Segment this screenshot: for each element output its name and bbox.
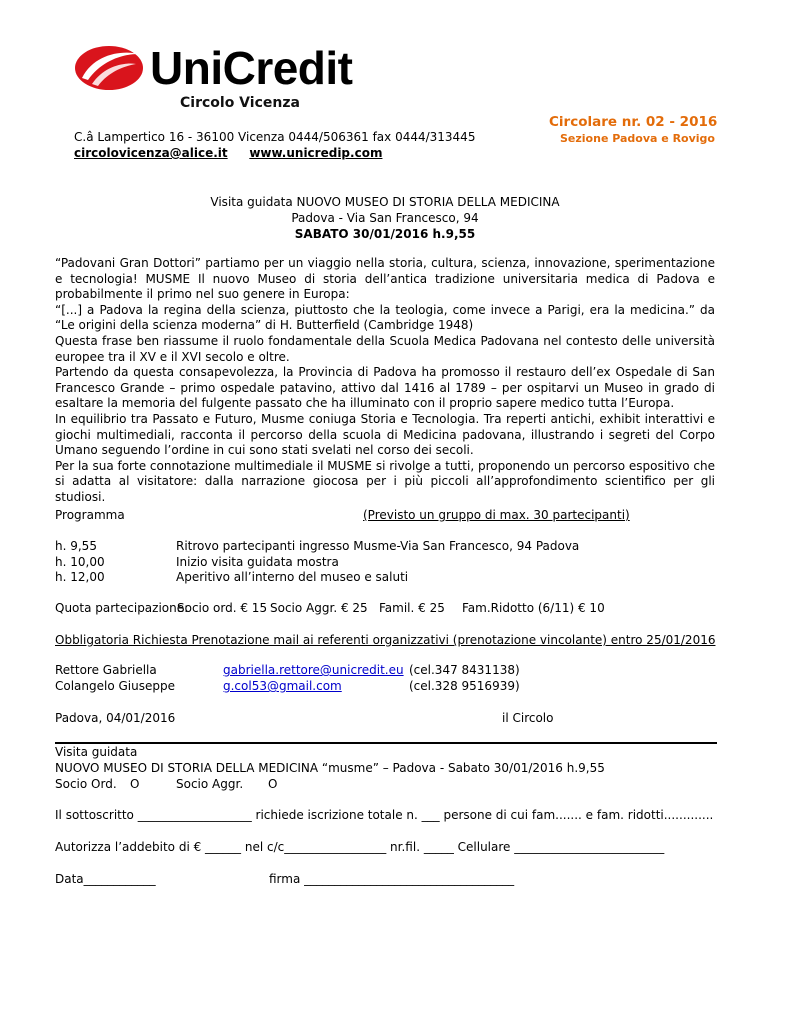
form-date-field[interactable]: Data____________ — [55, 872, 156, 886]
program-desc: Inizio visita guidata mostra — [176, 555, 339, 569]
website-link[interactable]: www.unicredip.com — [249, 146, 383, 160]
program-desc: Aperitivo all’interno del museo e saluti — [176, 570, 409, 584]
form-subscriber-line[interactable]: Il sottoscritto ___________________ richiede iscrizione totale n. ___ persone di cui fam....... e fam. ridotti............. — [55, 808, 714, 822]
contact-name: Colangelo Giuseppe — [55, 679, 175, 693]
socio-aggr-checkbox[interactable]: O — [268, 777, 278, 791]
form-signature-field[interactable]: firma ___________________________________ — [269, 872, 515, 886]
signature: il Circolo — [502, 711, 554, 725]
body-text — [55, 256, 715, 506]
form-socio-ord-label: Socio Ord. — [55, 777, 117, 791]
program-time: h. 10,00 — [55, 555, 105, 569]
paragraph-quote: “[...] a Padova la regina della scienza, piuttosto che la teologia, come invece a Parigi, era la medicina.” da “Le origini della scienza moderna” di H. Butterfield (Cambridge 1948) — [55, 302, 715, 333]
paragraph-history: Partendo da questa consapevolezza, la Provincia di Padova ha promosso il restauro dell’ex Ospedale di San Francesco Grande – primo ospedale patavino, attivo dal 1416 al 1789 – per ospitarvi un Museo in grado di esaltare la memoria del fulgente passato che ha illuminato con il proprio sapere medico tutta l’Europa. — [55, 365, 715, 411]
event-address: Padova - Via San Francesco, 94 — [291, 211, 479, 225]
fee-socio-ord: Socio ord. € 15 — [177, 601, 268, 615]
contact-links — [74, 146, 382, 162]
circolo-email-link[interactable]: circolovicenza@alice.it — [74, 146, 228, 160]
form-socio-aggr-label: Socio Aggr. — [176, 777, 244, 791]
form-event: NUOVO MUSEO DI STORIA DELLA MEDICINA “musme” – Padova - Sabato 30/01/2016 h.9,55 — [55, 761, 605, 775]
form-title: Visita guidata — [55, 745, 138, 759]
program-desc: Ritrovo partecipanti ingresso Musme-Via San Francesco, 94 Padova — [176, 539, 580, 553]
circular-number: Circolare nr. 02 - 2016 — [549, 114, 718, 130]
address-line: C.â Lampertico 16 - 36100 Vicenza 0444/506361 fax 0444/313445 — [74, 130, 476, 144]
circolo-name: Circolo Vicenza — [180, 95, 300, 111]
circular-section: Sezione Padova e Rovigo — [560, 132, 715, 145]
divider — [55, 742, 717, 744]
program-time: h. 9,55 — [55, 539, 97, 553]
paragraph-summary: Questa frase ben riassume il ruolo fondamentale della Scuola Medica Padovana nel contesto delle università europee tra il XV e il XVI secolo e oltre. — [55, 333, 715, 364]
socio-ord-checkbox[interactable]: O — [130, 777, 140, 791]
fee-famil: Famil. € 25 — [379, 601, 445, 615]
event-title: Visita guidata NUOVO MUSEO DI STORIA DELLA MEDICINA — [210, 195, 560, 209]
booking-note: Obbligatoria Richiesta Prenotazione mail ai referenti organizzativi (prenotazione vincolante) entro 25/01/2016 — [55, 633, 716, 647]
contact-phone: (cel.347 8431138) — [409, 663, 520, 677]
unicredit-logo-icon — [74, 44, 144, 92]
fee-socio-aggr: Socio Aggr. € 25 — [270, 601, 368, 615]
paragraph-equilibrium: In equilibrio tra Passato e Futuro, Musme coniuga Storia e Tecnologia. Tra reperti antichi, exhibit interattivi e giochi multimediali, racconta il percorso della scuola di Medicina padovana, illustrando i segreti del Corpo Umano seguendo l’ordine in cui sono stati svelati nel corso dei secoli. — [55, 411, 715, 458]
contact-phone: (cel.328 9516939) — [409, 679, 520, 693]
paragraph-audience: Per la sua forte connotazione multimediale il MUSME si rivolge a tutti, proponendo un percorso espositivo che si adatta al visitatore: dalla narrazione giocosa per i più piccoli all’approfondimento scientifico per gli studiosi. — [55, 458, 715, 504]
fee-ridotto: Fam.Ridotto (6/11) € 10 — [462, 601, 605, 615]
program-time: h. 12,00 — [55, 570, 105, 584]
unicredit-wordmark: UniCredit — [150, 42, 353, 94]
paragraph-intro: “Padovani Gran Dottori” partiamo per un viaggio nella storia, cultura, scienza, innovazione, sperimentazione e tecnologia! MUSME Il nuovo Museo di storia dell’antica tradizione universitaria medica di Padova e probabilmente il primo nel suo genere in Europa: — [55, 256, 715, 302]
contact-email-link[interactable]: g.col53@gmail.com — [223, 679, 342, 693]
fees-label: Quota partecipazione: — [55, 601, 189, 615]
place-date: Padova, 04/01/2016 — [55, 711, 176, 725]
form-authorization-line[interactable]: Autorizza l’addebito di € ______ nel c/c_________________ nr.fil. _____ Cellulare _________________________ — [55, 840, 665, 854]
contact-email-link[interactable]: gabriella.rettore@unicredit.eu — [223, 663, 404, 677]
contact-name: Rettore Gabriella — [55, 663, 157, 677]
program-note: (Previsto un gruppo di max. 30 partecipanti) — [363, 508, 630, 522]
program-label: Programma — [55, 508, 125, 522]
event-date: SABATO 30/01/2016 h.9,55 — [294, 227, 476, 241]
